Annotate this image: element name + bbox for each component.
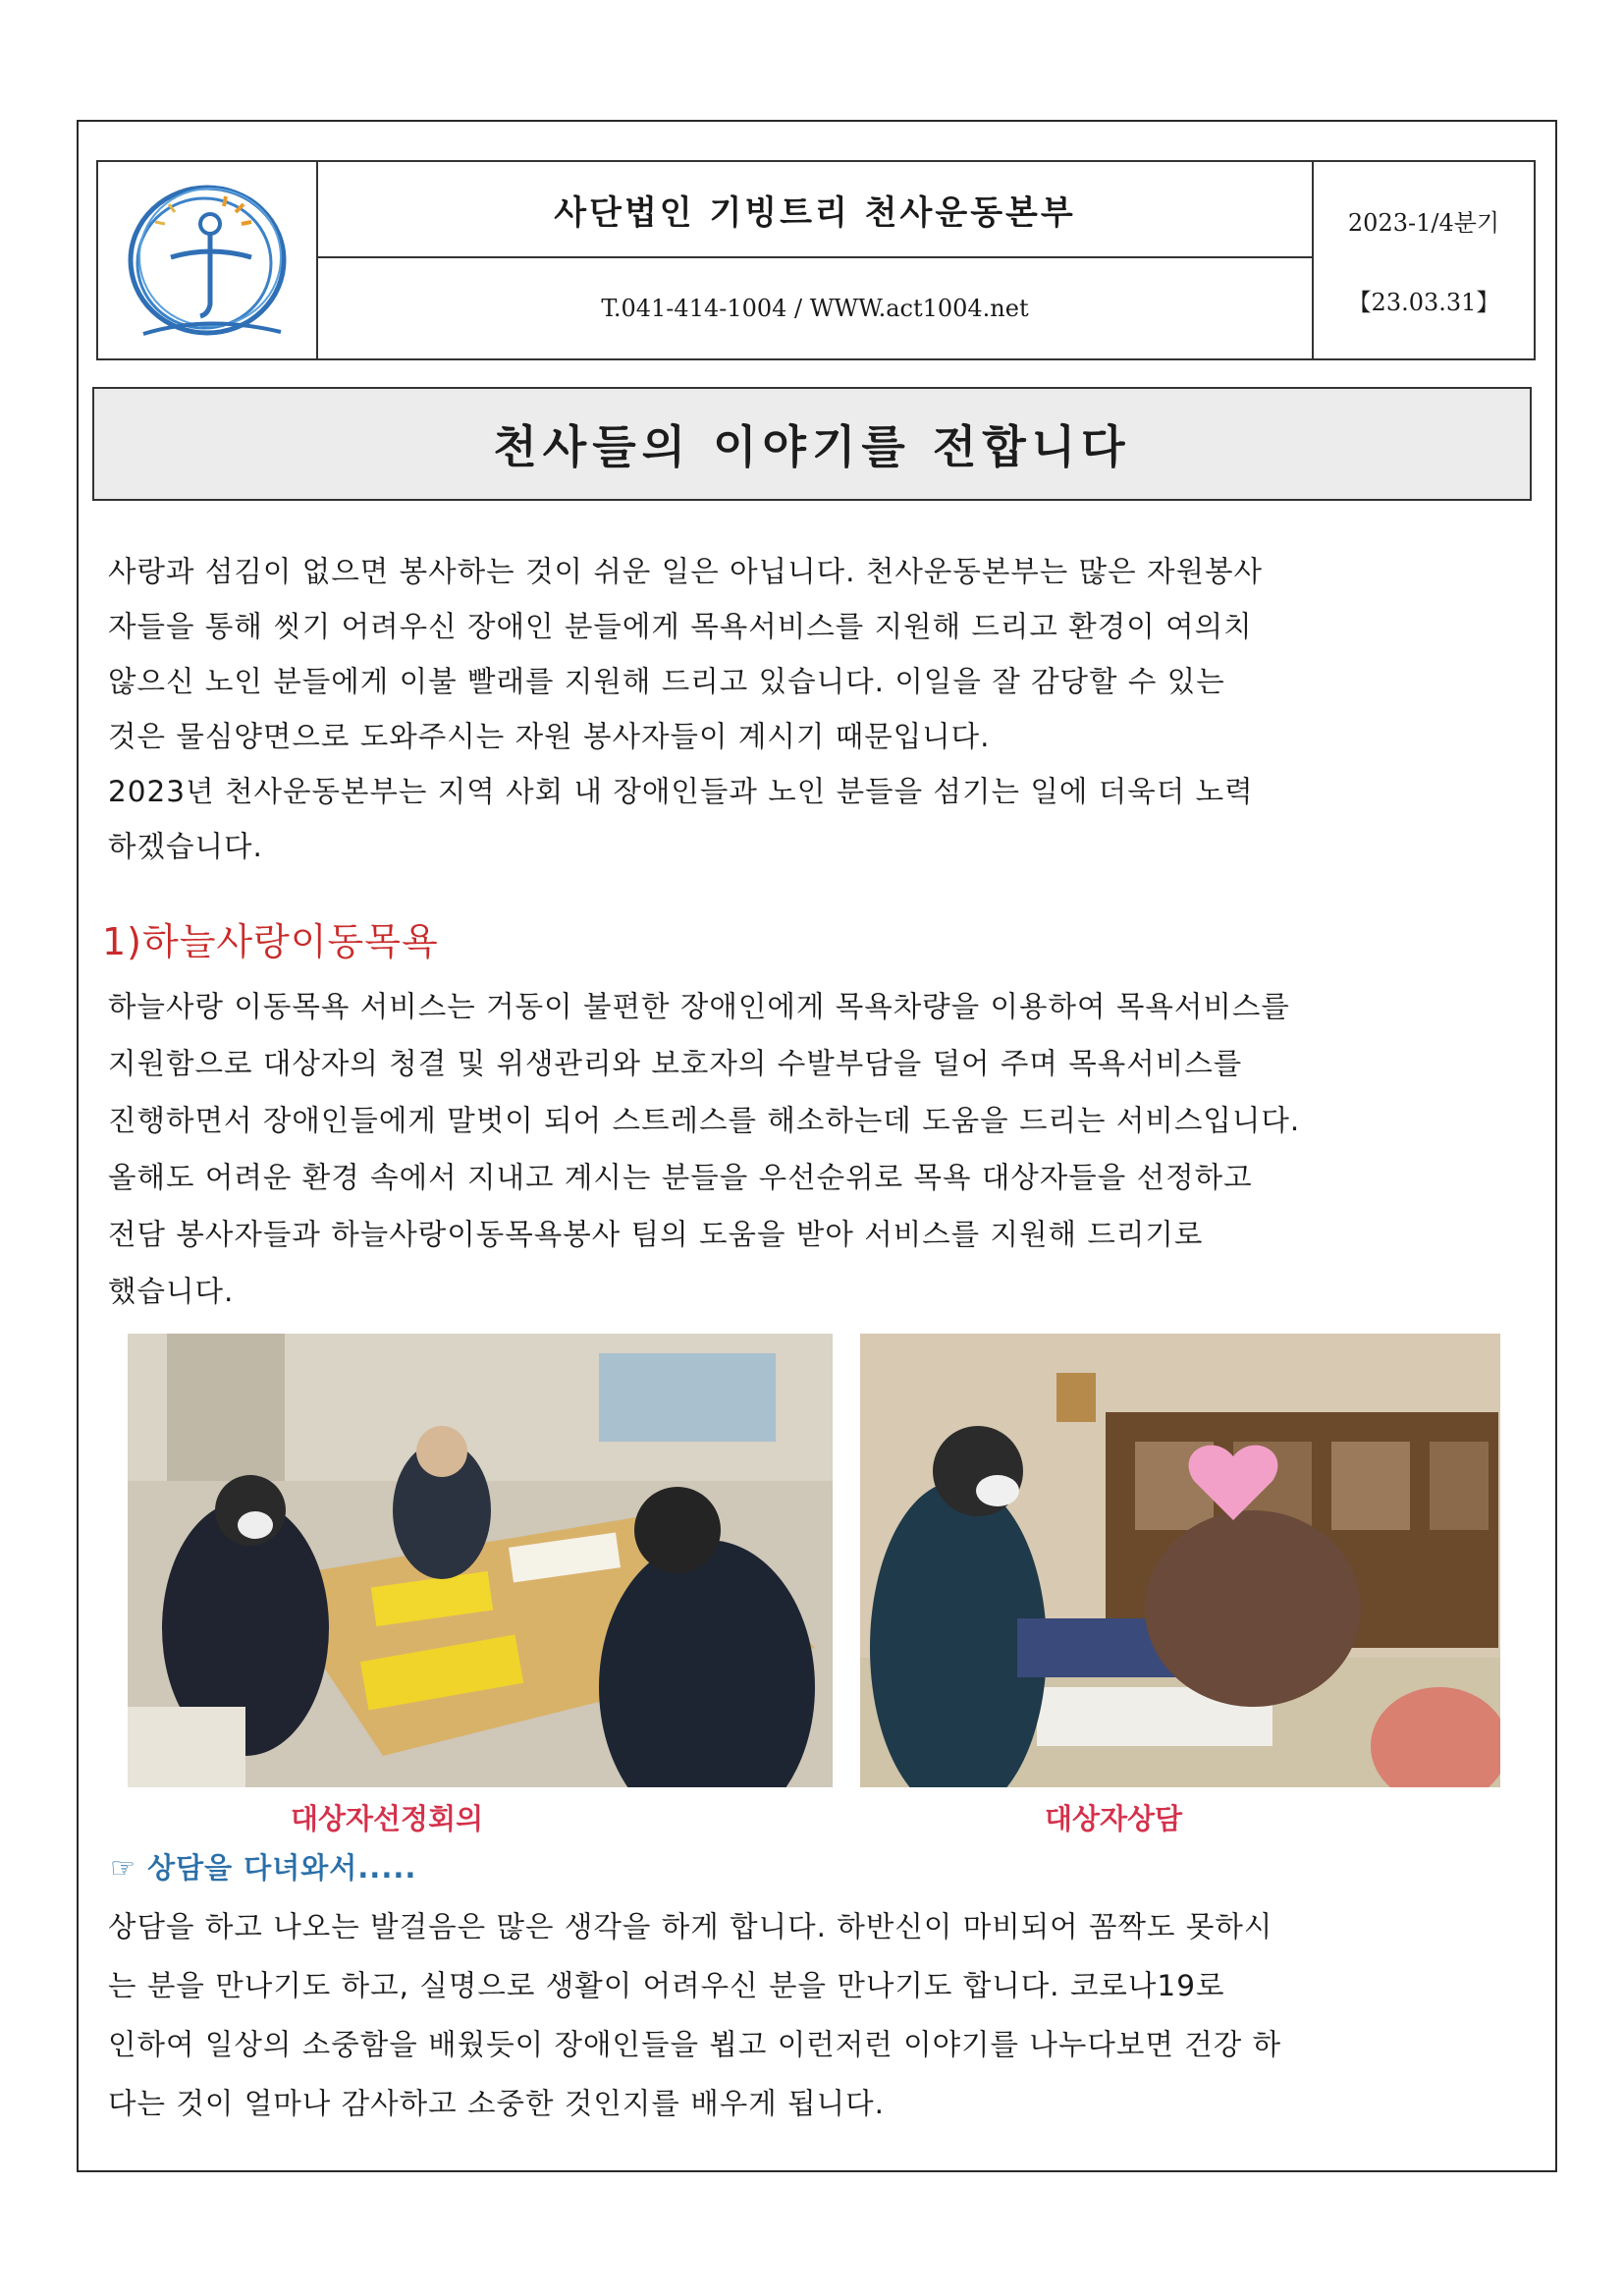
contact-info: T.041-414-1004 / WWW.act1004.net: [318, 258, 1314, 358]
consult-line: 상담을 하고 나오는 발걸음은 많은 생각을 하게 합니다. 하반신이 마비되어 꼼짝도 못하시: [108, 1910, 1273, 1943]
section-line: 전담 봉사자들과 하늘사랑이동목욕봉사 팀의 도움을 받아 서비스를 지원해 드리기로: [108, 1218, 1204, 1251]
photo-client-consultation: [860, 1334, 1500, 1787]
intro-line: 하겠습니다.: [108, 830, 263, 863]
newsletter-header: [96, 160, 1536, 360]
photo-selection-meeting: [128, 1334, 833, 1787]
photo-caption-left: 대상자선정회의: [291, 1802, 484, 1835]
intro-line: 자들을 통해 씻기 어려우신 장애인 분들에게 목욕서비스를 지원해 드리고 환경이 여의치: [108, 610, 1253, 643]
section-line: 하늘사랑 이동목욕 서비스는 거동이 불편한 장애인에게 목욕차량을 이용하여 목욕서비스를: [108, 990, 1290, 1023]
section-line: 올해도 어려운 환경 속에서 지내고 계시는 분들을 우선순위로 목욕 대상자들을 선정하고: [108, 1161, 1253, 1194]
photo-caption-right: 대상자상담: [1045, 1802, 1183, 1835]
org-name: 사단법인 기빙트리 천사운동본부: [318, 162, 1314, 258]
consult-subheading: ☞ 상담을 다녀와서.....: [110, 1851, 417, 1885]
section-body: [108, 978, 1532, 1320]
consult-paragraph: [108, 1897, 1532, 2133]
consult-line: 인하여 일상의 소중함을 배웠듯이 장애인들을 뵙고 이런저런 이야기를 나누다보면 건강 하: [108, 2028, 1282, 2061]
intro-line: 사랑과 섬김이 없으면 봉사하는 것이 쉬운 일은 아닙니다. 천사운동본부는 많은 자원봉사: [108, 555, 1264, 588]
angel-logo-icon: [114, 167, 300, 354]
section-line: 했습니다.: [108, 1275, 235, 1308]
intro-paragraph: [108, 544, 1522, 874]
consult-line: 다는 것이 얼마나 감사하고 소중한 것인지를 배우게 됩니다.: [108, 2087, 885, 2120]
page-title: 천사들의 이야기를 전합니다: [92, 387, 1532, 501]
issue-info: [1314, 162, 1534, 358]
consult-line: 는 분을 만나기도 하고, 실명으로 생활이 어려우신 분을 만나기도 합니다. 코로나19로: [108, 1969, 1225, 2002]
intro-line: 것은 물심양면으로 도와주시는 자원 봉사자들이 계시기 때문입니다.: [108, 720, 991, 753]
section-heading: 1)하늘사랑이동목욕: [102, 920, 439, 963]
logo: [98, 162, 318, 358]
intro-line: 않으신 노인 분들에게 이불 빨래를 지원해 드리고 있습니다. 이일을 잘 감당할 수 있는: [108, 665, 1225, 698]
issue-date: 【23.03.31】: [1347, 289, 1500, 316]
section-line: 진행하면서 장애인들에게 말벗이 되어 스트레스를 해소하는데 도움을 드리는 서비스입니다.: [108, 1104, 1301, 1137]
section-line: 지원함으로 대상자의 청결 및 위생관리와 보호자의 수발부담을 덜어 주며 목욕서비스를: [108, 1047, 1243, 1080]
intro-line: 2023년 천사운동본부는 지역 사회 내 장애인들과 노인 분들을 섬기는 일에 더욱더 노력: [108, 775, 1254, 808]
issue-quarter: 2023-1/4분기: [1347, 209, 1500, 237]
